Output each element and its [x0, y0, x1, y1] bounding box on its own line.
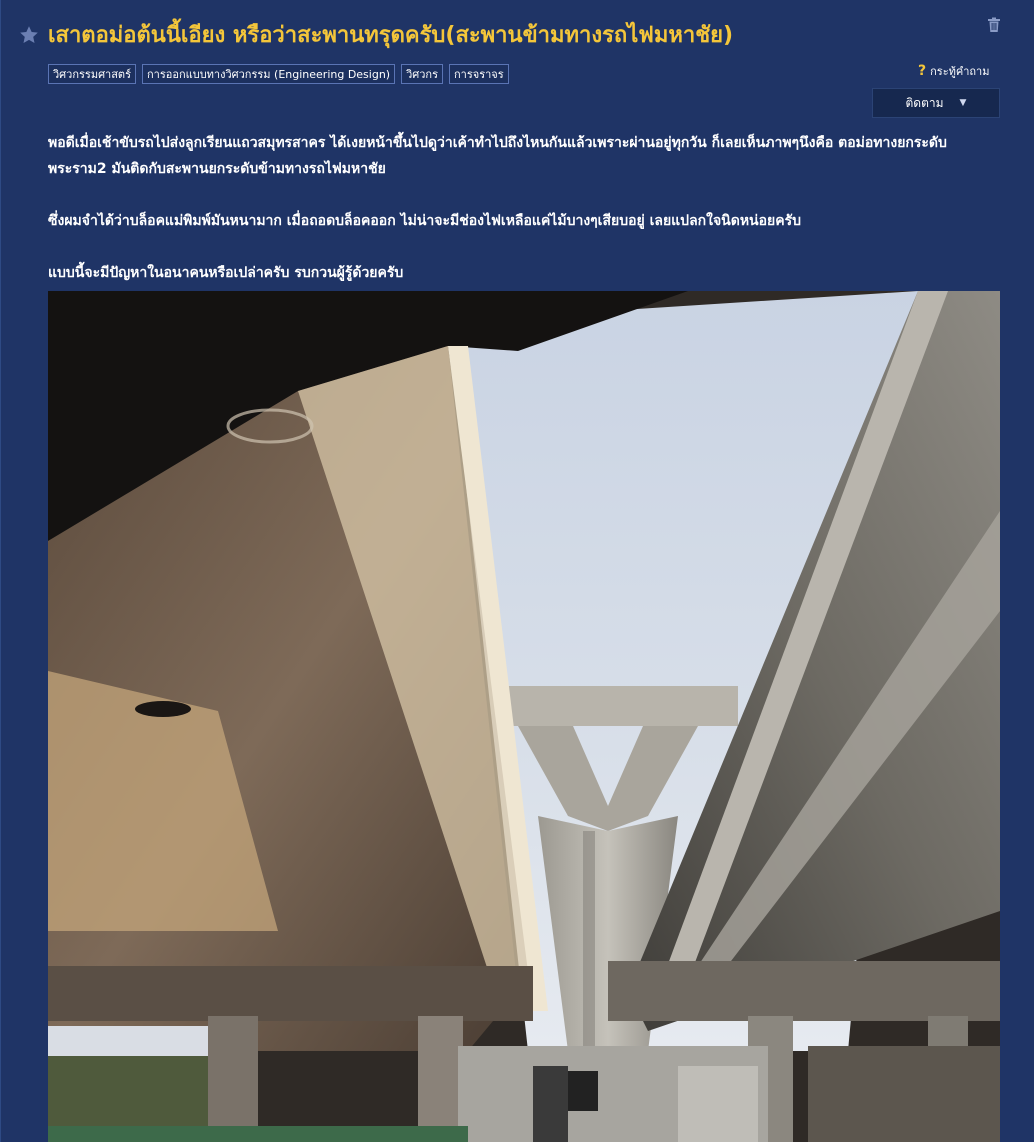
- tag-traffic[interactable]: การจราจร: [449, 64, 509, 84]
- post-paragraph: ซึ่งผมจำได้ว่าบล็อคแม่พิมพ์มันหนามาก เมื่อถอดบล็อคออก ไม่น่าจะมีช่องไฟเหลือแค่ไม้บางๆเสียบอยู่ เลยแปลกใจนิดหน่อยครับ: [48, 213, 802, 229]
- trash-icon[interactable]: [987, 17, 1001, 33]
- follow-button[interactable]: [872, 88, 1000, 118]
- question-type-text: กระทู้คำถาม: [930, 65, 990, 78]
- star-icon[interactable]: [18, 24, 40, 46]
- caret-down-icon: ▼: [959, 98, 967, 108]
- post-paragraph: แบบนี้จะมีปัญหาในอนาคนหรือเปล่าครับ รบกวนผู้รู้ด้วยครับ: [48, 265, 404, 281]
- question-type-label: [918, 62, 989, 80]
- tag-engineering-design[interactable]: การออกแบบทางวิศวกรรม (Engineering Design): [142, 64, 395, 84]
- bridge-photo: [48, 291, 1000, 1142]
- post-photo[interactable]: [48, 291, 1000, 1142]
- post-paragraph: พอดีเมื่อเช้าขับรถไปส่งลูกเรียนแถวสมุทรสาคร ได้เงยหน้าขึ้นไปดูว่าเค้าทำไปถึงไหนกันแล้วเพราะผ่านอยู่ทุกวัน ก็เลยเห็นภาพๆนึงคือ ตอม่อทางยกระดับพระราม2 มันติดกับสะพานยกระดับข้ามทางรถไฟมหาชัย: [48, 135, 947, 177]
- post-title: เสาตอม่อต้นนี้เอียง หรือว่าสะพานทรุดครับ(สะพานข้ามทางรถไฟมหาชัย): [48, 23, 734, 48]
- post-body: [48, 130, 998, 312]
- question-mark-icon: ?: [918, 63, 927, 79]
- tag-list: [48, 64, 509, 84]
- tag-engineer[interactable]: วิศวกร: [401, 64, 443, 84]
- follow-label: ติดตาม: [905, 95, 944, 110]
- tag-engineering[interactable]: วิศวกรรมศาสตร์: [48, 64, 136, 84]
